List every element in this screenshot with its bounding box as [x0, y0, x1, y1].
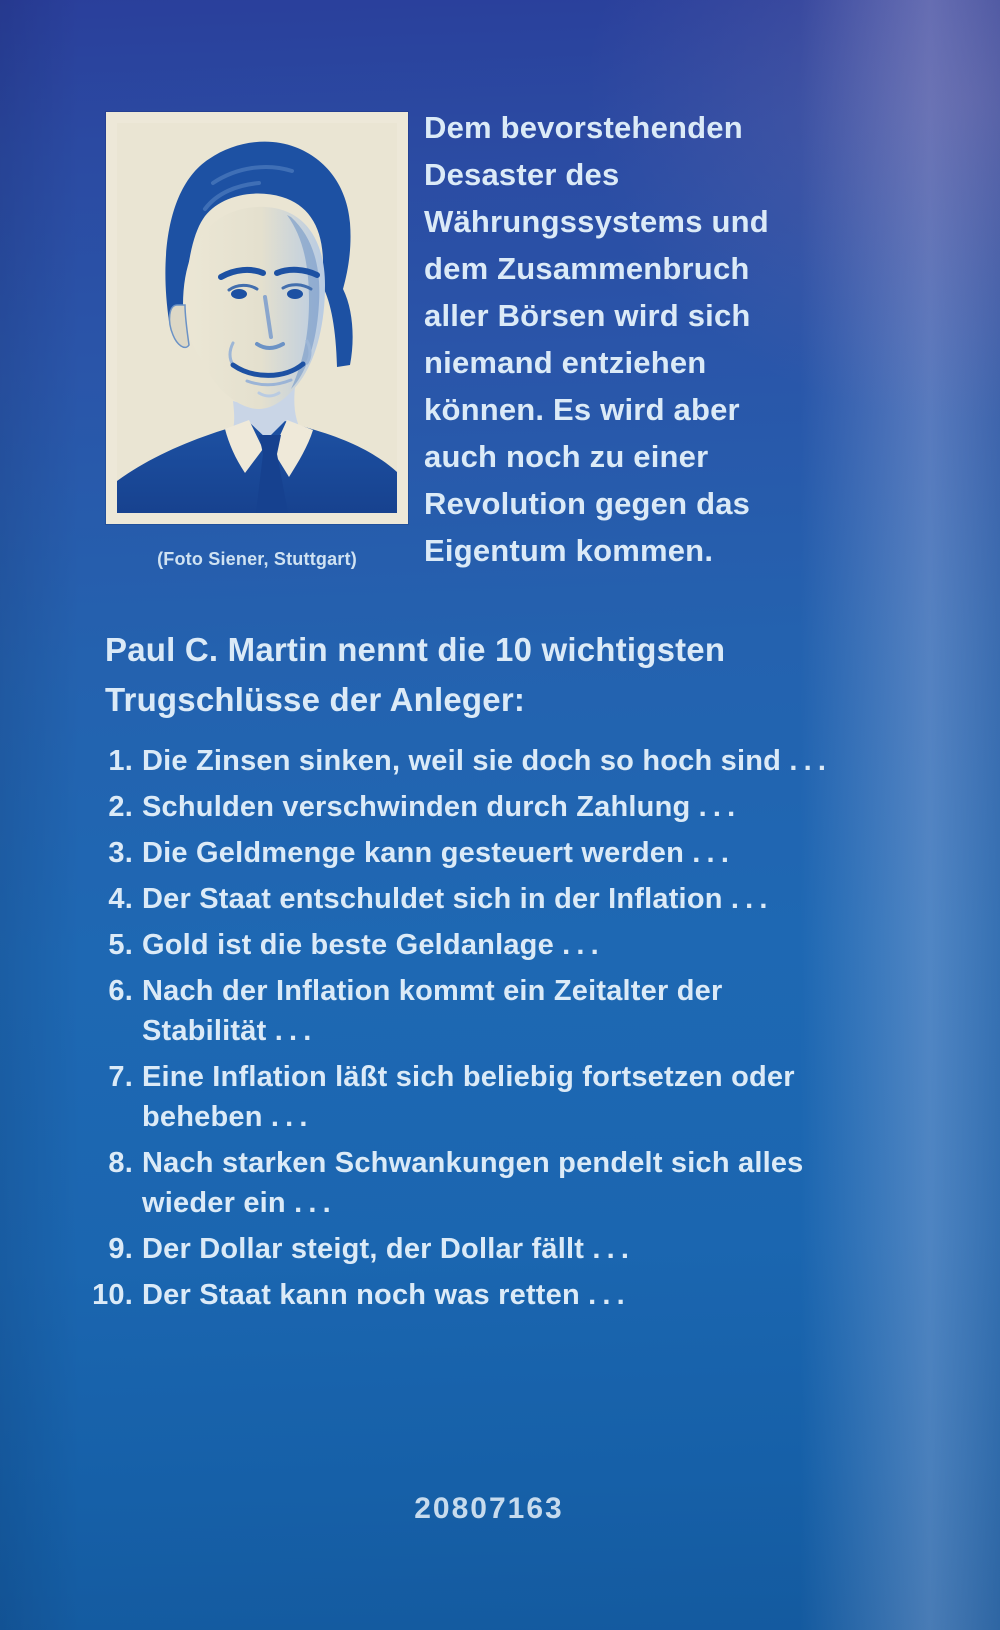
- list-item-number: 9.: [108, 1233, 133, 1265]
- list-item-number: 2.: [108, 791, 133, 823]
- book-number: 20807163: [414, 1492, 564, 1525]
- intro-line: Eigentum kommen.: [424, 533, 714, 568]
- list-item-text: beheben . . .: [142, 1101, 308, 1133]
- list-item: [0, 1143, 920, 1223]
- list-item-text: Nach starken Schwankungen pendelt sich alles: [142, 1147, 804, 1179]
- list-item-number: 3.: [108, 837, 133, 869]
- list-item-text: Gold ist die beste Geldanlage . . .: [142, 929, 599, 961]
- intro-line: Dem bevorstehenden: [424, 110, 743, 145]
- list-item-text: Die Zinsen sinken, weil sie doch so hoch sind . . .: [142, 745, 827, 777]
- list-item-number: 4.: [108, 883, 133, 915]
- section-heading: [105, 625, 905, 725]
- section-heading-line: Trugschlüsse der Anleger:: [105, 681, 526, 718]
- list-item: [0, 787, 920, 827]
- author-photo-frame: [106, 112, 408, 524]
- list-item-number: 8.: [108, 1147, 133, 1179]
- list-item: [0, 925, 920, 965]
- intro-line: Desaster des: [424, 157, 620, 192]
- section-heading-line: Paul C. Martin nennt die 10 wichtigsten: [105, 631, 726, 668]
- list-item-text: wieder ein . . .: [142, 1187, 331, 1219]
- intro-paragraph: [424, 104, 894, 574]
- author-portrait-illustration: [117, 123, 397, 513]
- list-item-number: 5.: [108, 929, 133, 961]
- intro-line: Währungssystems und: [424, 204, 769, 239]
- intro-line: auch noch zu einer: [424, 439, 709, 474]
- list-item: [0, 1275, 920, 1315]
- fallacy-list: [0, 741, 920, 1321]
- list-item-text: Der Staat kann noch was retten . . .: [142, 1279, 625, 1311]
- list-item: [0, 879, 920, 919]
- photo-credit: (Foto Siener, Stuttgart): [157, 549, 357, 569]
- list-item-text: Der Staat entschuldet sich in der Inflation . . .: [142, 883, 768, 915]
- list-item-text: Schulden verschwinden durch Zahlung . . .: [142, 791, 736, 823]
- list-item-number: 10.: [92, 1279, 133, 1311]
- list-item-text: Der Dollar steigt, der Dollar fällt . . .: [142, 1233, 630, 1265]
- list-item-number: 7.: [108, 1061, 133, 1093]
- list-item: [0, 741, 920, 781]
- intro-line: dem Zusammenbruch: [424, 251, 750, 286]
- list-item-text: Eine Inflation läßt sich beliebig fortsetzen oder: [142, 1061, 795, 1093]
- list-item-number: 1.: [108, 745, 133, 777]
- intro-line: können. Es wird aber: [424, 392, 740, 427]
- list-item-text: Nach der Inflation kommt ein Zeitalter der: [142, 975, 723, 1007]
- list-item: [0, 833, 920, 873]
- intro-line: Revolution gegen das: [424, 486, 751, 521]
- list-item: [0, 1057, 920, 1137]
- list-item: [0, 1229, 920, 1269]
- intro-line: niemand entziehen: [424, 345, 707, 380]
- list-item-number: 6.: [108, 975, 133, 1007]
- list-item-text: Die Geldmenge kann gesteuert werden . . .: [142, 837, 730, 869]
- list-item: [0, 971, 920, 1051]
- author-portrait: [117, 123, 397, 513]
- list-item-text: Stabilität . . .: [142, 1015, 312, 1047]
- intro-line: aller Börsen wird sich: [424, 298, 751, 333]
